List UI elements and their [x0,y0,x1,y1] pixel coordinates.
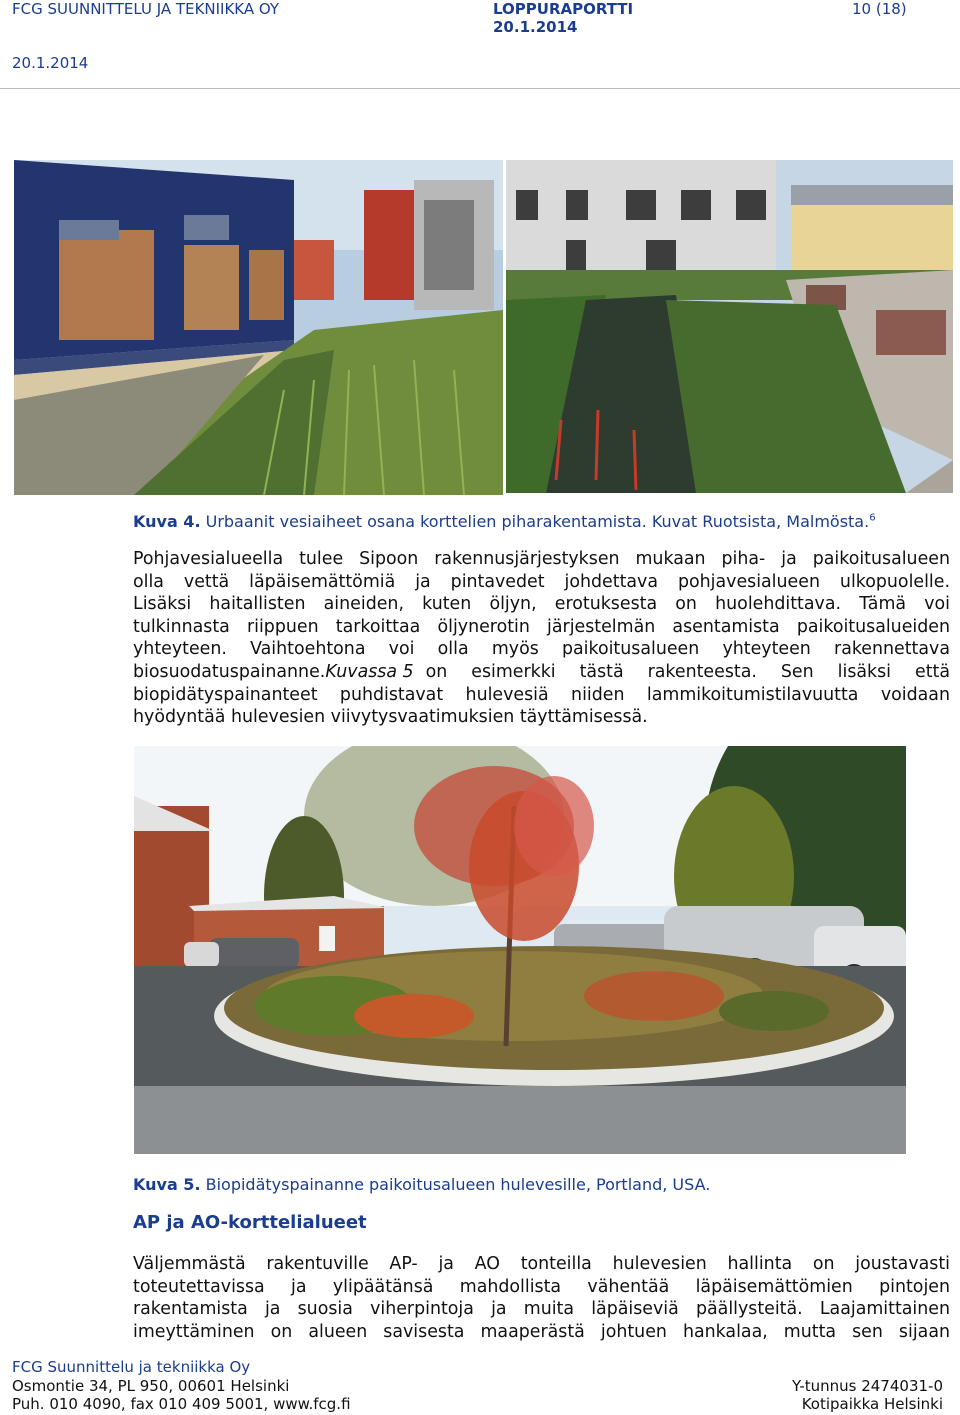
paragraph-line: imeyttäminen on alueen savisesta maaperästä johtuen hankalaa, mutta sen sijaan [133,1321,950,1342]
paragraph-line-part: on esimerkki tästä rakenteesta. Sen lisäksi että [425,661,950,682]
footer-business-id: Y-tunnus 2474031-0 [791,1377,943,1395]
header-company: FCG SUUNNITTELU JA TEKNIIKKA OY [12,0,280,18]
paragraph-line: biopidätyspainanteet puhdistavat hulevesiä niiden lammikoitumistilavuutta voidaan [133,684,950,705]
figure4-footnote-ref: 6 [869,512,876,524]
figure5-caption-text: Biopidätyspainanne paikoitusalueen hulevesille, Portland, USA. [205,1175,711,1194]
paragraph-line-part: biosuodatuspainanne. [133,661,326,682]
section-heading: AP ja AO-korttelialueet [133,1212,367,1233]
header-date: 20.1.2014 [12,54,89,72]
paragraph-line: tulkinnasta riippuen tarkoittaa öljynerotin järjestelmän asentamista paikoitusalueiden [133,616,950,637]
paragraph-line: yhteyteen. Vaihtoehtona voi olla myös paikoitusalueen yhteyteen rakennettava [133,639,950,660]
paragraph-line: Pohjavesialueella tulee Sipoon rakennusjärjestyksen mukaan piha- ja paikoitusalueen [133,549,950,569]
header-page-number: 10 (18) [852,0,907,18]
header-report-type: LOPPURAPORTTI [493,0,634,18]
figure4-caption-text: Urbaanit vesiaiheet osana korttelien piharakentamista. Kuvat Ruotsista, Malmösta. [205,512,870,531]
paragraph-line: olla vettä läpäisemättömiä ja pintavedet johdettava pohjavesialueen ulkopuolelle. [133,571,950,592]
paragraph-ap-ao [133,1253,950,1343]
figure5-photo [134,746,906,1154]
paragraph-line: Lisäksi haitallisten aineiden, kuten öljyn, erotuksesta on huolehdittava. Tämä voi [133,594,950,615]
paragraph-groundwater [133,548,950,729]
figure5-reference: Kuvassa 5 [325,661,414,682]
footer-phone: Puh. 010 4090, fax 010 409 5001, www.fcg.fi [12,1395,351,1413]
paragraph-line: rakentamista ja suosia viherpintoja ja muita läpäiseviä päällysteitä. Laajamittainen [133,1299,950,1320]
footer-company: FCG Suunnittelu ja tekniikka Oy [12,1358,251,1376]
footer-address: Osmontie 34, PL 950, 00601 Helsinki [12,1377,290,1395]
figure5-caption [133,1175,710,1194]
figure4-photo-left [14,160,503,495]
header-divider [0,88,960,89]
paragraph-line: Väljemmästä rakentuville AP- ja AO tonteilla hulevesien hallinta on joustavasti [133,1254,950,1274]
paragraph-line: toteutettavissa ja ylipäätänsä mahdollista vähentää läpäisemättömien pintojen [133,1276,950,1297]
figure4-caption [133,512,876,531]
figure4-label: Kuva 4. [133,512,201,531]
header-report-date: 20.1.2014 [493,18,578,36]
footer-domicile: Kotipaikka Helsinki [801,1395,943,1413]
figure4-photo-right [506,160,953,493]
paragraph-line: hyödyntää hulevesien viivytysvaatimuksien täyttämisessä. [133,707,648,728]
figure5-label: Kuva 5. [133,1175,201,1194]
paragraph-line [133,661,950,684]
